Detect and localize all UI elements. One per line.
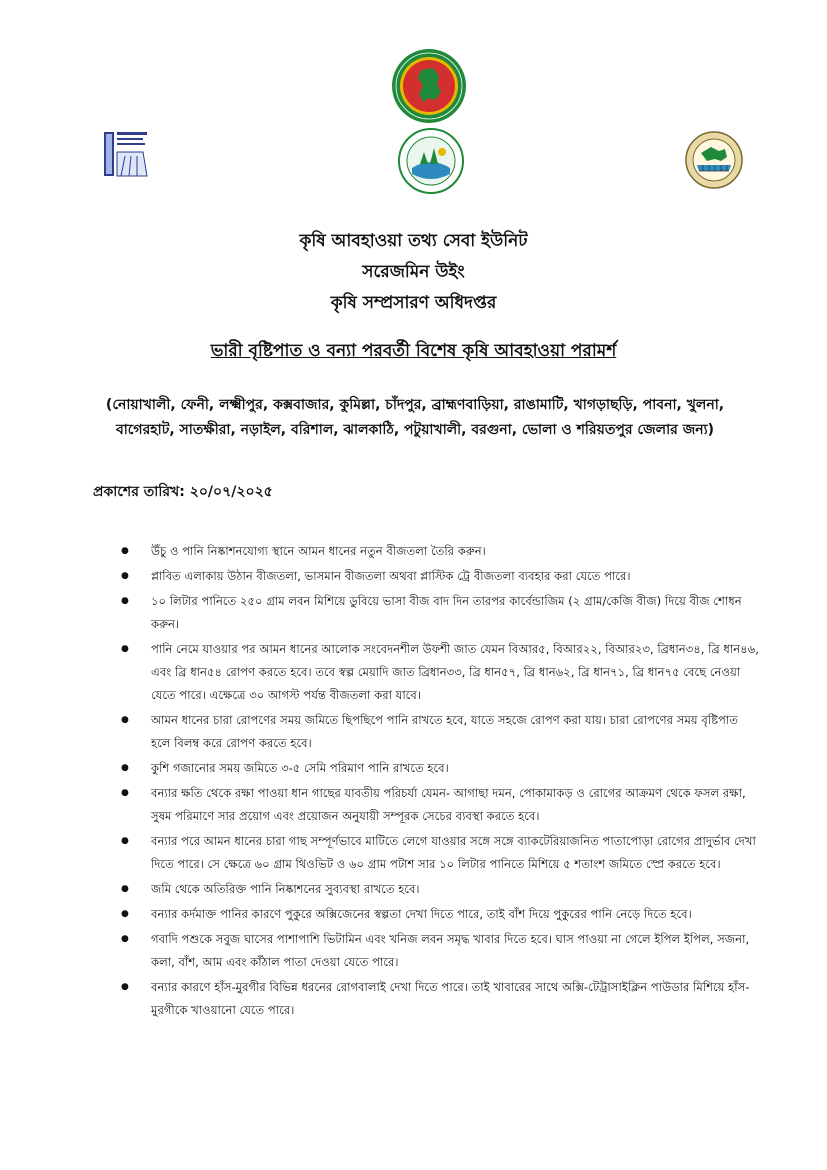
advisory-item: ● বন্যার কর্দমাক্ত পানির কারণে পুকুরে অক্সিজেনের স্বল্পতা দেখা দিতে পারে, তাই বাঁশ দিয়ে পুকুরের পানি নেড়ে দিতে হবে। [116,903,761,926]
wing-title: সরেজমিন উইং [362,262,465,282]
advisory-item: ● উঁচু ও পানি নিষ্কাশনযোগ্য স্থানে আমন ধানের নতুন বীজতলা তৈরি করুন। [116,540,761,563]
advisory-item: ● প্লাবিত এলাকায় উঠান বীজতলা, ভাসমান বীজতলা অথবা প্লাস্টিক ট্রে বীজতলা ব্যবহার করা যেতে পারে। [116,565,761,588]
advisory-item: ● গবাদি পশুকে সবুজ ঘাসের পাশাপাশি ভিটামিন এবং খনিজ লবন সমৃদ্ধ খাবার দিতে হবে। ঘাস পাওয়া না গেলে ইপিল ইপিল, সজনা, কলা, বাঁশ, আম এবং কাঁঠাল পাতা দেওয়া যেতে পারে। [116,928,761,974]
district-list-line: (নোয়াখালী, ফেনী, লক্ষ্মীপুর, কক্সবাজার, কুমিল্লা, চাঁদপুর, ব্রাহ্মণবাড়িয়া, রাঙামাটি, খাগড়াছড়ি, পাবনা, খুলনা, [105,397,725,413]
department-title: কৃষি সম্প্রসারণ অধিদপ্তর [330,293,497,313]
advisory-item: ● পানি নেমে যাওয়ার পর আমন ধানের আলোক সংবেদনশীল উফশী জাত যেমন বিআর৫, বিআর২২, বিআর২৩, ব্রিধান৩৪, ব্রি ধান৪৬, এবং ব্রি ধান৫৪ রোপণ করতে হবে। তবে স্বল্প মেয়াদি জাত ব্রিধান৩৩, ব্রি ধান৫৭, ব্রি ধান৬২, ব্রি ধান৭১, ব্রি ধান৭৫ বেছে নেওয়া যেতে পারে। এক্ষেত্রে ৩০ আগস্ট পর্যন্ত বীজতলা করা যাবে। [116,638,761,707]
publication-date: প্রকাশের তারিখ: ২০/০৭/২০২৫ [93,484,273,500]
advisory-item: ● ১০ লিটার পানিতে ২৫০ গ্রাম লবন মিশিয়ে ডুবিয়ে ভাসা বীজ বাদ দিন তারপর কার্বেন্ডাজিম (২ গ্রাম/কেজি বীজ) দিয়ে বীজ শোধন করুন। [116,590,761,636]
advisory-item: ● বন্যার পরে আমন ধানের চারা গাছ সম্পূর্ণভাবে মাটিতে লেগে যাওয়ার সঙ্গে সঙ্গে ব্যাকটেরিয়াজনিত পাতাপোড়া রোগের প্রাদুর্ভাব দেখা দিতে পারে। সে ক্ষেত্রে ৬০ গ্রাম থিওভিট ও ৬০ গ্রাম পটাশ সার ১০ লিটার পানিতে মিশিয়ে ৫ শতাংশ জমিতে স্প্রে করতে হবে। [116,830,761,876]
district-list [70,393,760,443]
institution-tower-logo-icon [103,128,149,178]
district-list-line: বাগেরহাট, সাতক্ষীরা, নড়াইল, বরিশাল, ঝালকাঠি, পটুয়াখালী, বরগুনা, ভোলা ও শরিয়তপুর জেলার জন্য) [115,422,715,438]
advisory-list [116,540,761,1024]
advisory-subject-heading: ভারী বৃষ্টিপাত ও বন্যা পরবর্তী বিশেষ কৃষি আবহাওয়া পরামর্শ [210,341,617,361]
advisory-item: ● বন্যার কারণে হাঁস-মুরগীর বিভিন্ন ধরনের রোগবালাই দেখা দিতে পারে। তাই খাবারের সাথে অক্সি-টেট্রাসাইক্লিন পাউডার মিশিয়ে হাঁস-মুরগীকে খাওয়ানো যেতে পারে। [116,976,761,1022]
unit-title: কৃষি আবহাওয়া তথ্য সেবা ইউনিট [299,231,528,251]
agriculture-department-logo-icon [398,128,464,194]
advisory-item: ● জমি থেকে অতিরিক্ত পানি নিষ্কাশনের সুব্যবস্থা রাখতে হবে। [116,878,761,901]
water-board-logo-icon [685,131,743,189]
advisory-item: ● আমন ধানের চারা রোপণের সময় জমিতে ছিপছিপে পানি রাখতে হবে, যাতে সহজে রোপণ করা যায়। চারা রোপণের সময় বৃষ্টিপাত হলে বিলম্ব করে রোপণ করতে হবে। [116,709,761,755]
bangladesh-government-seal-icon [391,48,467,124]
advisory-item: ● কুশি গজানোর সময় জমিতে ৩-৫ সেমি পরিমাণ পানি রাখতে হবে। [116,757,761,780]
advisory-item: ● বন্যার ক্ষতি থেকে রক্ষা পাওয়া ধান গাছের যাবতীয় পরিচর্যা যেমন- আগাছা দমন, পোকামাকড় ও রোগের আক্রমণ থেকে ফসল রক্ষা, সুষম পরিমাণে সার প্রয়োগ এবং প্রয়োজন অনুযায়ী সম্পূরক সেচের ব্যবস্থা করতে হবে। [116,782,761,828]
